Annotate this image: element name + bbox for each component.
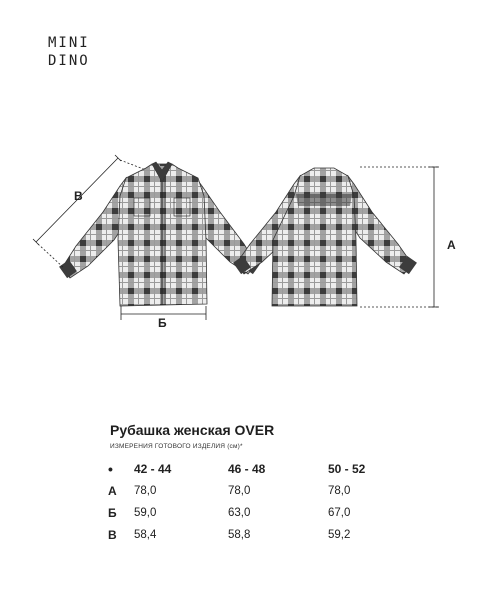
- back-right-sleeve: [348, 176, 412, 274]
- back-body: [272, 168, 357, 306]
- table-cell: 58,4: [134, 529, 157, 541]
- table-cell: 59,0: [134, 507, 157, 519]
- table-cell: 78,0: [134, 485, 157, 497]
- dimension-label-b: Б: [158, 316, 167, 330]
- brand-logo-line1: MINI: [48, 35, 90, 51]
- table-cell: 58,8: [228, 529, 251, 541]
- table-cell: 78,0: [328, 485, 351, 497]
- product-title: Рубашка женская OVER: [110, 422, 275, 438]
- table-cell: 67,0: [328, 507, 351, 519]
- table-row: [108, 480, 408, 502]
- dimension-label-a: А: [447, 238, 456, 252]
- brand-logo-line2: DINO: [48, 53, 90, 69]
- shirt-front: [59, 162, 261, 306]
- measurements-subtitle: ИЗМЕРЕНИЯ ГОТОВОГО ИЗДЕЛИЯ (см)*: [110, 443, 243, 450]
- size-table-header-row: [108, 458, 408, 480]
- table-cell: 63,0: [228, 507, 251, 519]
- back-yoke: [296, 194, 352, 206]
- size-header: 46 - 48: [228, 462, 266, 476]
- size-header: 42 - 44: [134, 462, 172, 476]
- row-label: В: [108, 528, 117, 542]
- row-label: Б: [108, 506, 117, 520]
- front-left-sleeve: [62, 178, 126, 278]
- table-row: [108, 502, 408, 524]
- size-table: [108, 458, 408, 546]
- table-cell: 78,0: [228, 485, 251, 497]
- dimension-label-v: В: [74, 189, 83, 203]
- row-label: А: [108, 484, 117, 498]
- table-row: [108, 524, 408, 546]
- size-header: 50 - 52: [328, 462, 366, 476]
- bullet: •: [108, 461, 113, 477]
- shirt-back: [233, 168, 417, 306]
- table-cell: 59,2: [328, 529, 351, 541]
